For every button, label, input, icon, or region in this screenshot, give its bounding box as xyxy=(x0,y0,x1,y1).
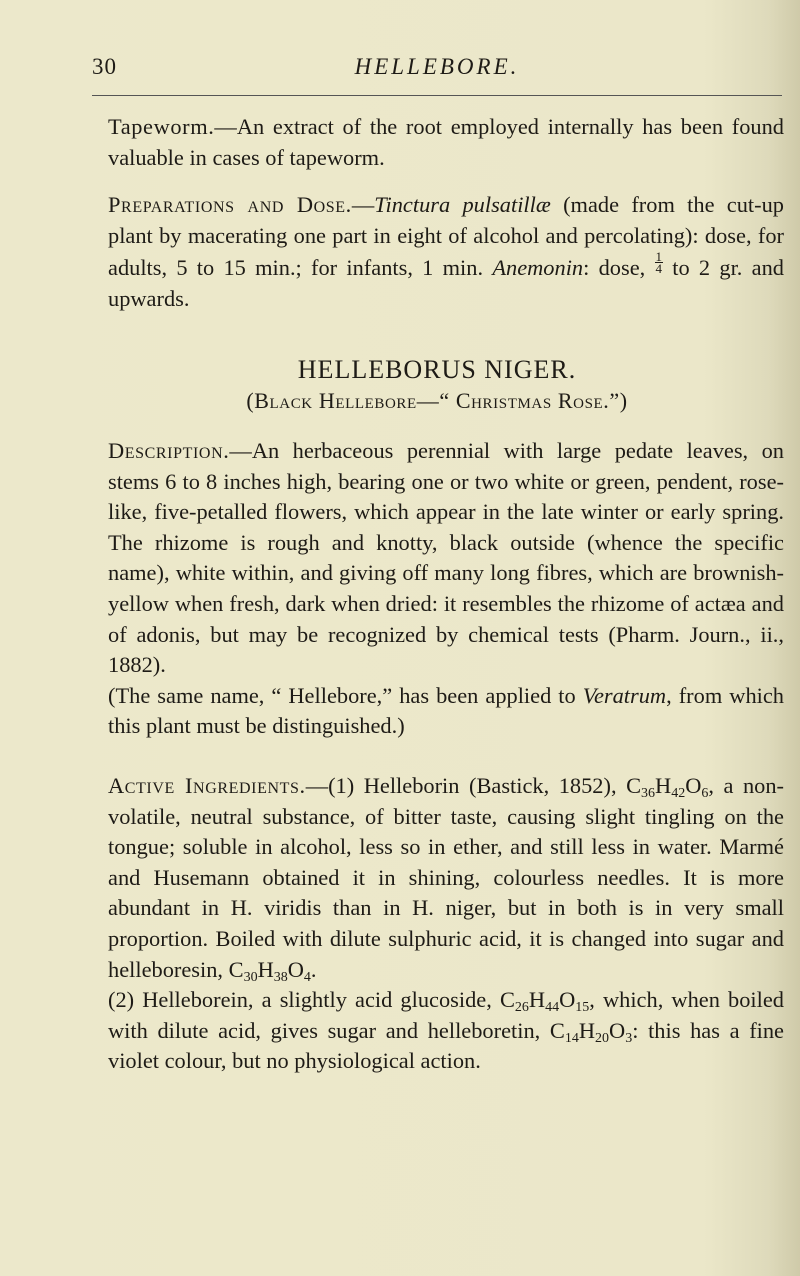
section-title: HELLEBORUS NIGER. xyxy=(297,355,577,384)
active-p1-text-g: . xyxy=(310,956,317,982)
formula-sub: 38 xyxy=(273,969,288,985)
description-note-post: , from which this plant must be distinguished.) xyxy=(108,682,784,739)
formula-sub: 42 xyxy=(671,786,686,801)
fraction-denominator: 4 xyxy=(655,261,662,277)
active-p2-text-c: O xyxy=(559,987,576,1013)
tinctura-name: Tinctura pulsatillæ xyxy=(374,192,551,217)
formula-sub: 15 xyxy=(575,1000,590,1016)
active-lead: Active Ingredients. xyxy=(108,773,306,798)
active-p2-text-a: (2) Helleborein, a slightly acid glucoside, C xyxy=(108,987,515,1013)
description-lead: Description. xyxy=(108,438,230,463)
active-p2-text-b: H xyxy=(528,987,546,1013)
preparations-text-3: to 2 gr. and upwards. xyxy=(108,255,784,311)
veratrum-name: Veratrum xyxy=(582,682,667,708)
header-rule xyxy=(92,95,782,96)
description-note-pre: (The same name, “ Hellebore,” has been applied to xyxy=(108,682,583,708)
active-p1-text-c: O xyxy=(685,773,702,798)
preparations-paragraph xyxy=(108,190,784,314)
active-p1-text-d: , a non-volatile, neutral substance, of bitter taste, causing slight tingling on the tongue; soluble in alcohol, less so in ether, and still less in water. Marmé and Husemann obtained it in shining, colourless needles. It is more abundant in H. viridis than in H. niger, but in both is in very small proportion. Boiled with dilute sulphuric acid, it is changed into sugar and helleboresin, C xyxy=(108,773,785,982)
active-p2-text-f: O xyxy=(609,1017,626,1043)
formula-sub: 6 xyxy=(701,786,709,801)
tapeworm-lead: Tapeworm. xyxy=(108,114,215,139)
active-p2-text-d: , which, when boiled with dilute acid, gives sugar and helleboretin, C xyxy=(108,987,784,1043)
active-p1-text-b: H xyxy=(655,773,672,798)
formula-sub: 20 xyxy=(595,1030,610,1046)
description-paragraph xyxy=(108,436,784,742)
section-subtitle: (Black Hellebore—“ Christmas Rose.”) xyxy=(246,388,628,413)
active-ingredients-paragraph xyxy=(108,771,784,1077)
page-header xyxy=(92,54,782,84)
active-p1-text-e: H xyxy=(257,956,274,982)
anemonin-name: Anemonin xyxy=(492,255,584,281)
formula-sub: 14 xyxy=(564,1030,579,1046)
formula-sub: 36 xyxy=(641,786,656,801)
preparations-text-2: : dose, xyxy=(583,255,655,281)
tapeworm-text: —An extract of the root employed internally has been found valuable in cases of tapeworm. xyxy=(108,114,784,170)
fraction-quarter xyxy=(655,249,664,277)
active-p2-text-g: : this has a fine violet colour, but no physiological action. xyxy=(108,1017,784,1074)
active-p1-text-f: O xyxy=(287,956,304,982)
preparations-lead: Preparations and Dose. xyxy=(108,192,352,217)
tapeworm-paragraph xyxy=(108,112,784,173)
formula-sub: 44 xyxy=(545,1000,560,1016)
formula-sub: 26 xyxy=(514,1000,529,1016)
fraction-numerator: 1 xyxy=(655,249,662,265)
formula-sub: 4 xyxy=(303,969,311,985)
formula-sub: 3 xyxy=(625,1030,633,1046)
description-text: —An herbaceous perennial with large pedate leaves, on stems 6 to 8 inches high, bearing one or two white or green, pendent, rose-like, five-petalled flowers, which appear in the late winter or early spring. The rhizome is rough and knotty, black outside (whence the specific name), white within, and giving off many long fibres, which are brownish-yellow when fresh, dark when dried: it resembles the rhizome of actæa and of adonis, but may be recognized by chemical tests (Pharm. Journ., ii., 1882). xyxy=(108,438,784,678)
active-p2-text-e: H xyxy=(578,1017,596,1043)
page-number: 30 xyxy=(92,54,117,79)
active-p1-text-a: —(1) Helleborin (Bastick, 1852), C xyxy=(305,773,642,798)
running-title: HELLEBORE. xyxy=(354,54,520,79)
preparations-dash: — xyxy=(351,192,375,217)
formula-sub: 30 xyxy=(243,969,258,985)
preparations-text-1: (made from the cut-up plant by macerating one part in eight of alcohol and percolating): dose, for adults, 5 to 15 min.; for infants, 1 min. xyxy=(108,192,784,281)
